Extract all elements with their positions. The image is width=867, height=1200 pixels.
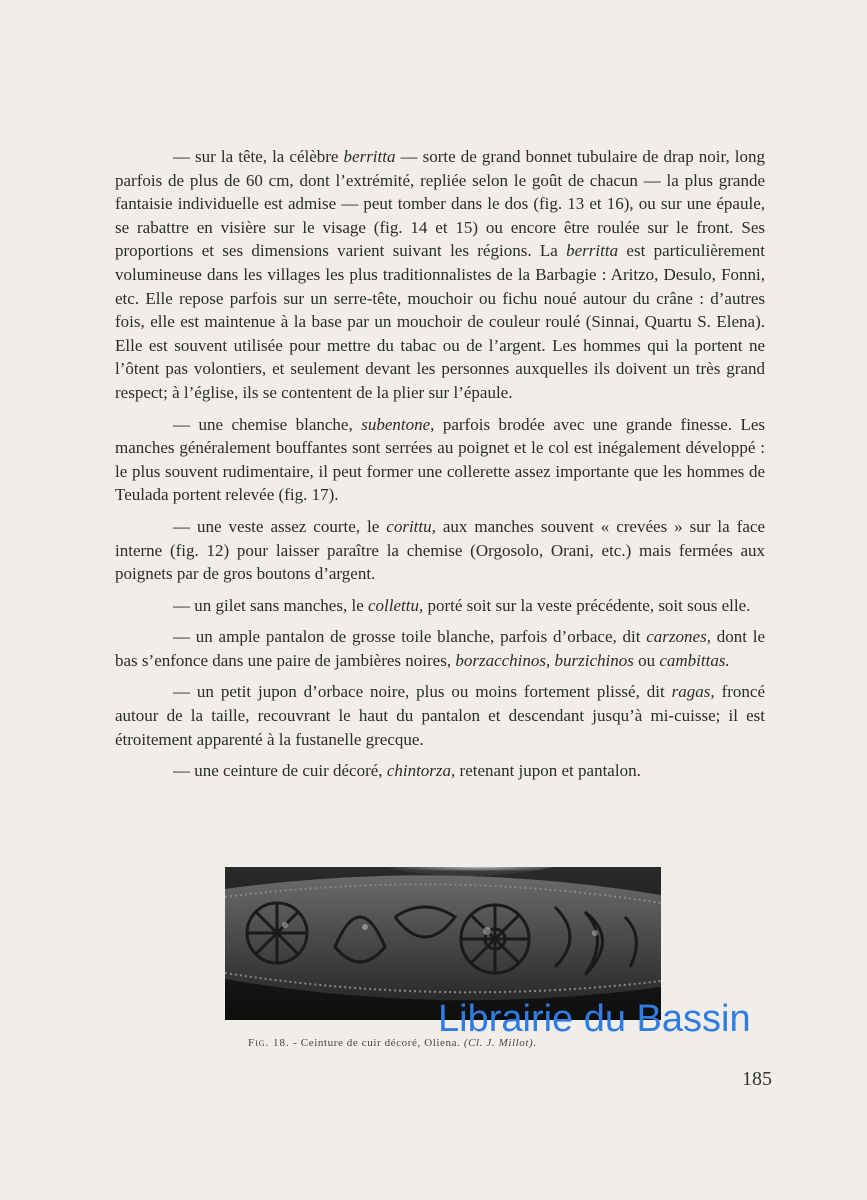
text-run: — un petit jupon d’orbace noire, plus ou moins fortement plissé, dit: [173, 682, 672, 702]
watermark-text: Librairie du Bassin: [438, 998, 751, 1040]
italic-term: carzones,: [646, 627, 711, 647]
page-number: 185: [742, 1068, 772, 1090]
text-run: ou: [633, 650, 660, 670]
italic-term: subentone,: [361, 414, 435, 434]
text-run: porté soit sur la veste précédente, soit sous elle.: [423, 595, 751, 615]
italic-term: berritta: [566, 241, 619, 261]
italic-term: chintorza,: [386, 761, 456, 781]
text-run: — une chemise blanche,: [173, 414, 362, 434]
text-run: est particulièrement volumineuse dans les villages les plus traditionnalistes de la Barbagie : Aritzo, Desulo, Fonni, etc. Elle repose parfois sur un serre-tête, mouchoir ou fichu noué autour du crâne : d’autres fois, elle est maintenue à la base par un mouchoir de couleur roulé (Sinnai, Quartu S. Elena). Elle est souvent utilisée pour mettre du tabac ou de l’argent. Les hommes qui la portent ne l’ôtent pas volontiers, et seulement devant les personnes auxquelles ils doivent un très grand respect; à l’église, ils se contentent de la plier sur l’épaule.: [115, 241, 765, 402]
text-run: parfois brodée avec une grande finesse. Les manches généralement bouffantes sont serrées au poignet et le col est inégalement développé : le plus souvent rudimentaire, il peut former une collerette assez importante que les hommes de Teulada portent relevée (fig. 17).: [115, 414, 765, 505]
caption-text: - Ceinture de cuir décoré, Oliena.: [289, 1037, 464, 1049]
paragraph-chintorza: [115, 759, 765, 783]
text-run: — sur la tête, la célèbre: [173, 147, 344, 166]
text-run: — un gilet sans manches, le: [173, 595, 368, 615]
text-run: — une veste assez courte, le: [173, 516, 387, 536]
paragraph-subentone: [115, 413, 765, 507]
text-run: — un ample pantalon de grosse toile blanche, parfois d’orbace, dit: [173, 627, 647, 647]
paragraph-collettu: [115, 594, 765, 618]
italic-term: borzacchinos, burzichinos: [455, 650, 634, 670]
photo-credit: (Cl. J. Millot).: [463, 1037, 537, 1049]
paragraph-berritta: [115, 145, 765, 405]
body-text: [115, 145, 765, 791]
figure-number: Fig. 18.: [248, 1037, 290, 1049]
paragraph-corittu: [115, 515, 765, 586]
text-run: froncé autour de la taille, recouvrant le haut du pantalon et descendant jusqu’à mi-cuisse; il est étroitement apparenté à la fustanelle grecque.: [115, 682, 766, 749]
italic-term: corittu,: [386, 516, 436, 536]
text-run: dont le bas s’enfonce dans une paire de jambières noires,: [115, 627, 765, 670]
italic-term: collettu,: [368, 595, 424, 615]
text-run: — une ceinture de cuir décoré,: [173, 761, 387, 781]
italic-term: berritta: [343, 147, 396, 166]
text-run: — sorte de grand bonnet tubulaire de drap noir, long parfois de plus de 60 cm, dont l’extrémité, repliée selon le goût de chacun — la plus grande fantaisie individuelle est admise — peut tomber dans le dos (fig. 13 et 16), ou sur une épaule, se rabattre en visière sur le visage (fig. 14 et 15) ou encore être roulée sur le front. Ses proportions et ses dimensions varient suivant les régions. La: [115, 147, 765, 261]
text-run: aux manches souvent « crevées » sur la face interne (fig. 12) pour laisser paraître la chemise (Orgosolo, Orani, etc.) mais fermées aux poignets par de gros boutons d’argent.: [115, 516, 765, 584]
italic-term: ragas,: [671, 682, 715, 702]
text-run: retenant jupon et pantalon.: [455, 761, 641, 781]
italic-term: cambittas.: [659, 650, 730, 670]
paragraph-carzones: [115, 625, 765, 672]
paragraph-ragas: [115, 680, 765, 751]
